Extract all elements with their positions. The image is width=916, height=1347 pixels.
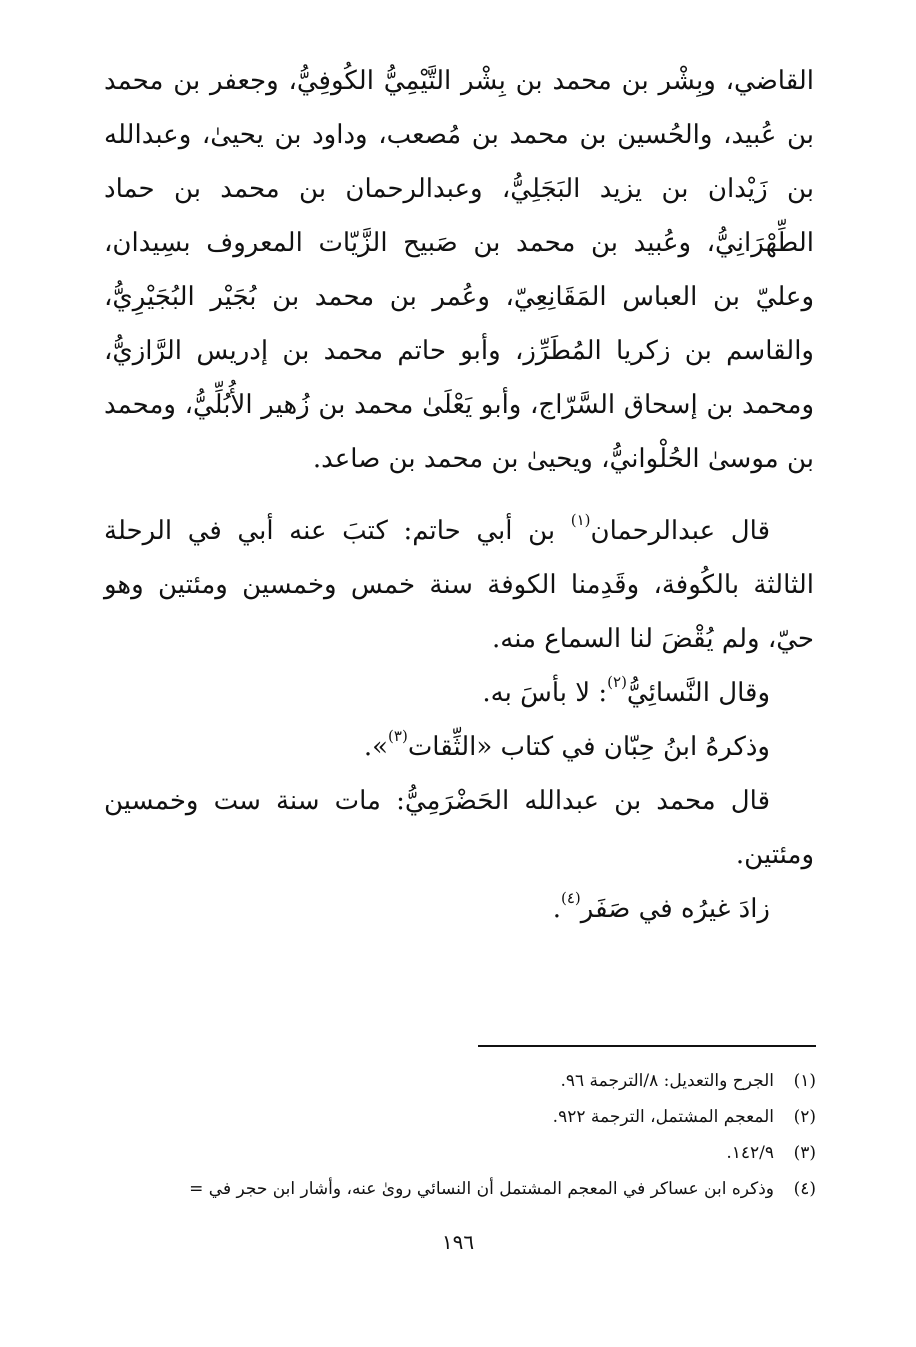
paragraph-text-start: قال عبدالرحمان	[590, 516, 771, 546]
paragraph-text: قال محمد بن عبدالله الحَضْرَمِيُّ: مات سنة ست وخمسين ومئتين.	[104, 786, 814, 870]
paragraph-text-end: .	[552, 894, 561, 924]
footnote-3	[80, 1135, 816, 1171]
footnote-number: (٤)	[793, 1179, 816, 1199]
footnote-text: المعجم المشتمل، الترجمة ٩٢٢.	[552, 1107, 774, 1127]
paragraph-narrators-list	[104, 54, 814, 486]
footnote-text: الجرح والتعديل: ٨/الترجمة ٩٦.	[560, 1071, 774, 1091]
paragraph-text-start: وذكرهُ ابنُ حِبّان في كتاب «الثِّقات	[407, 732, 770, 762]
paragraph-ibn-abi-hatim	[104, 504, 814, 666]
footnote-number: (١)	[793, 1071, 816, 1091]
paragraph-text-end: بن أبي حاتم: كتبَ عنه أبي في الرحلة الثالثة بالكُوفة، وقَدِمنا الكوفة سنة خمس وخمسين ومئتين وهو حيّ، ولم يُقْضَ لنا السماع منه.	[104, 516, 814, 654]
paragraph-safar	[104, 882, 814, 936]
footnote-marker[interactable]: (٣)	[388, 727, 408, 745]
paragraph-text-start: وقال النَّسائِيُّ	[626, 678, 770, 708]
footnotes	[80, 1063, 816, 1207]
paragraph-nasai	[104, 666, 814, 720]
footnote-text: ١٤٢/٩.	[726, 1143, 774, 1163]
paragraph-text: القاضي، وبِشْر بن محمد بن بِشْر التَّيْمِيُّ الكُوفِيُّ، وجعفر بن محمد بن عُبيد، والحُسين بن محمد بن مُصعب، وداود بن يحيىٰ، وعبدالله بن زَيْدان بن يزيد البَجَلِيُّ، وعبدالرحمان بن محمد بن حماد الطِّهْرَانِيُّ، وعُبيد بن محمد بن صَبيح الزَّيّات المعروف بسِيدان، وعليّ بن العباس المَقَانِعِيّ، وعُمر بن محمد بن بُجَيْر البُجَيْرِيُّ، والقاسم بن زكريا المُطَرِّز، وأبو حاتم محمد بن إدريس الرَّازيُّ، ومحمد بن إسحاق السَّرّاج، وأبو يَعْلَىٰ محمد بن زُهير الأُبُلِّيُّ، ومحمد بن موسىٰ الحُلْوانيُّ، ويحيىٰ بن محمد بن صاعد.	[104, 66, 814, 474]
footnote-text: وذكره ابن عساكر في المعجم المشتمل أن النسائي روىٰ عنه، وأشار ابن حجر في =	[189, 1179, 774, 1199]
footnote-number: (٣)	[793, 1143, 816, 1163]
paragraph-text-start: زادَ غيرُه في صَفَر	[580, 894, 770, 924]
main-text	[104, 54, 814, 936]
paragraph-ibn-hibban	[104, 720, 814, 774]
footnote-marker[interactable]: (١)	[570, 511, 591, 529]
footnote-number: (٢)	[793, 1107, 816, 1127]
paragraph-text-end: ».	[363, 732, 389, 762]
footnote-marker[interactable]: (٤)	[560, 889, 581, 907]
footnote-4	[80, 1171, 816, 1207]
footnote-1	[80, 1063, 816, 1099]
footnote-2	[80, 1099, 816, 1135]
footnote-separator	[478, 1045, 816, 1047]
paragraph-text-end: : لا بأسَ به.	[482, 678, 608, 708]
paragraph-hadrami	[104, 774, 814, 882]
footnote-marker[interactable]: (٢)	[607, 673, 627, 691]
page-number: ١٩٦	[441, 1230, 475, 1254]
